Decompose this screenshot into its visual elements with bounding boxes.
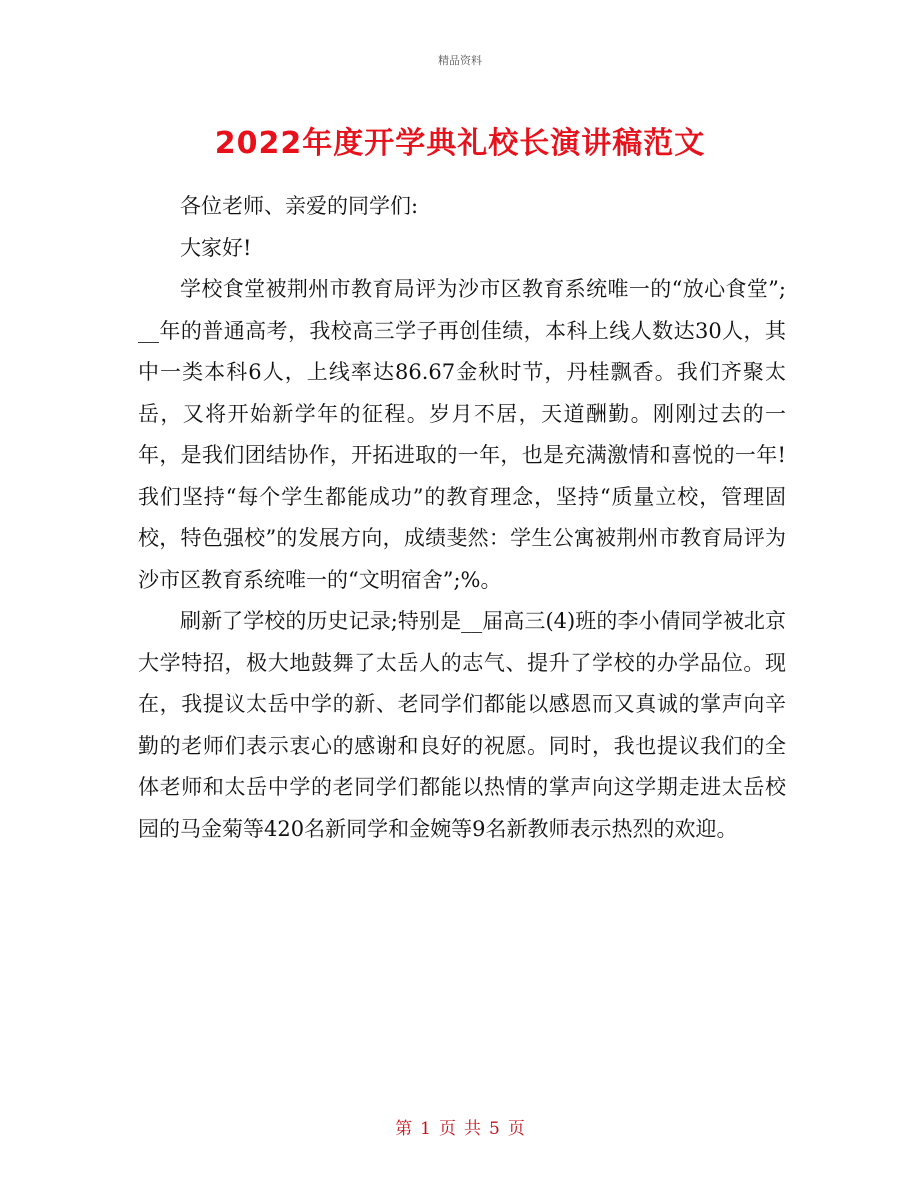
page-footer <box>0 1114 920 1139</box>
greeting-paragraph: 大家好! <box>180 235 252 260</box>
page-label-mid: 页 <box>439 1119 456 1139</box>
total-pages: 5 <box>489 1119 500 1139</box>
page-number: 1 <box>420 1119 431 1139</box>
body-paragraph: 学校食堂被荆州市教育局评为沙市区教育系统唯一的“放心食堂”;__年的普通高考，我校高三学子再创佳绩，本科上线人数达30人，其中一类本科6人，上线率达86.67金秋时节，丹桂飘香。我们齐聚太岳，又将开始新学年的征程。岁月不居，天道酬勤。刚刚过去的一年，是我们团结协作，开拓进取的一年，也是充满激情和喜悦的一年!我们坚持“每个学生都能成功”的教育理念，坚持“质量立校，管理固校，特色强校”的发展方向，成绩斐然：学生公寓被荆州市教育局评为沙市区教育系统唯一的“文明宿舍”;%。 <box>138 277 786 592</box>
total-label-prefix: 共 <box>464 1119 481 1139</box>
document-title: 2022年度开学典礼校长演讲稿范文 <box>214 126 706 161</box>
body-paragraph: 刷新了学校的历史记录;特别是__届高三(4)班的李小倩同学被北京大学特招，极大地鼓舞了太岳人的志气、提升了学校的办学品位。现在，我提议太岳中学的新、老同学们都能以感恩而又真诚的掌声向辛勤的老师们表示衷心的感谢和良好的祝愿。同时，我也提议我们的全体老师和太岳中学的老同学们都能以热情的掌声向这学期走进太岳校园的马金菊等420名新同学和金婉等9名新教师表示热烈的欢迎。 <box>138 609 786 841</box>
total-label-suffix: 页 <box>507 1119 525 1139</box>
page-label-prefix: 第 <box>395 1119 413 1139</box>
salutation-paragraph: 各位老师、亲爱的同学们: <box>180 194 419 218</box>
document-body <box>138 186 786 850</box>
header-note: 精品资料 <box>438 54 482 67</box>
